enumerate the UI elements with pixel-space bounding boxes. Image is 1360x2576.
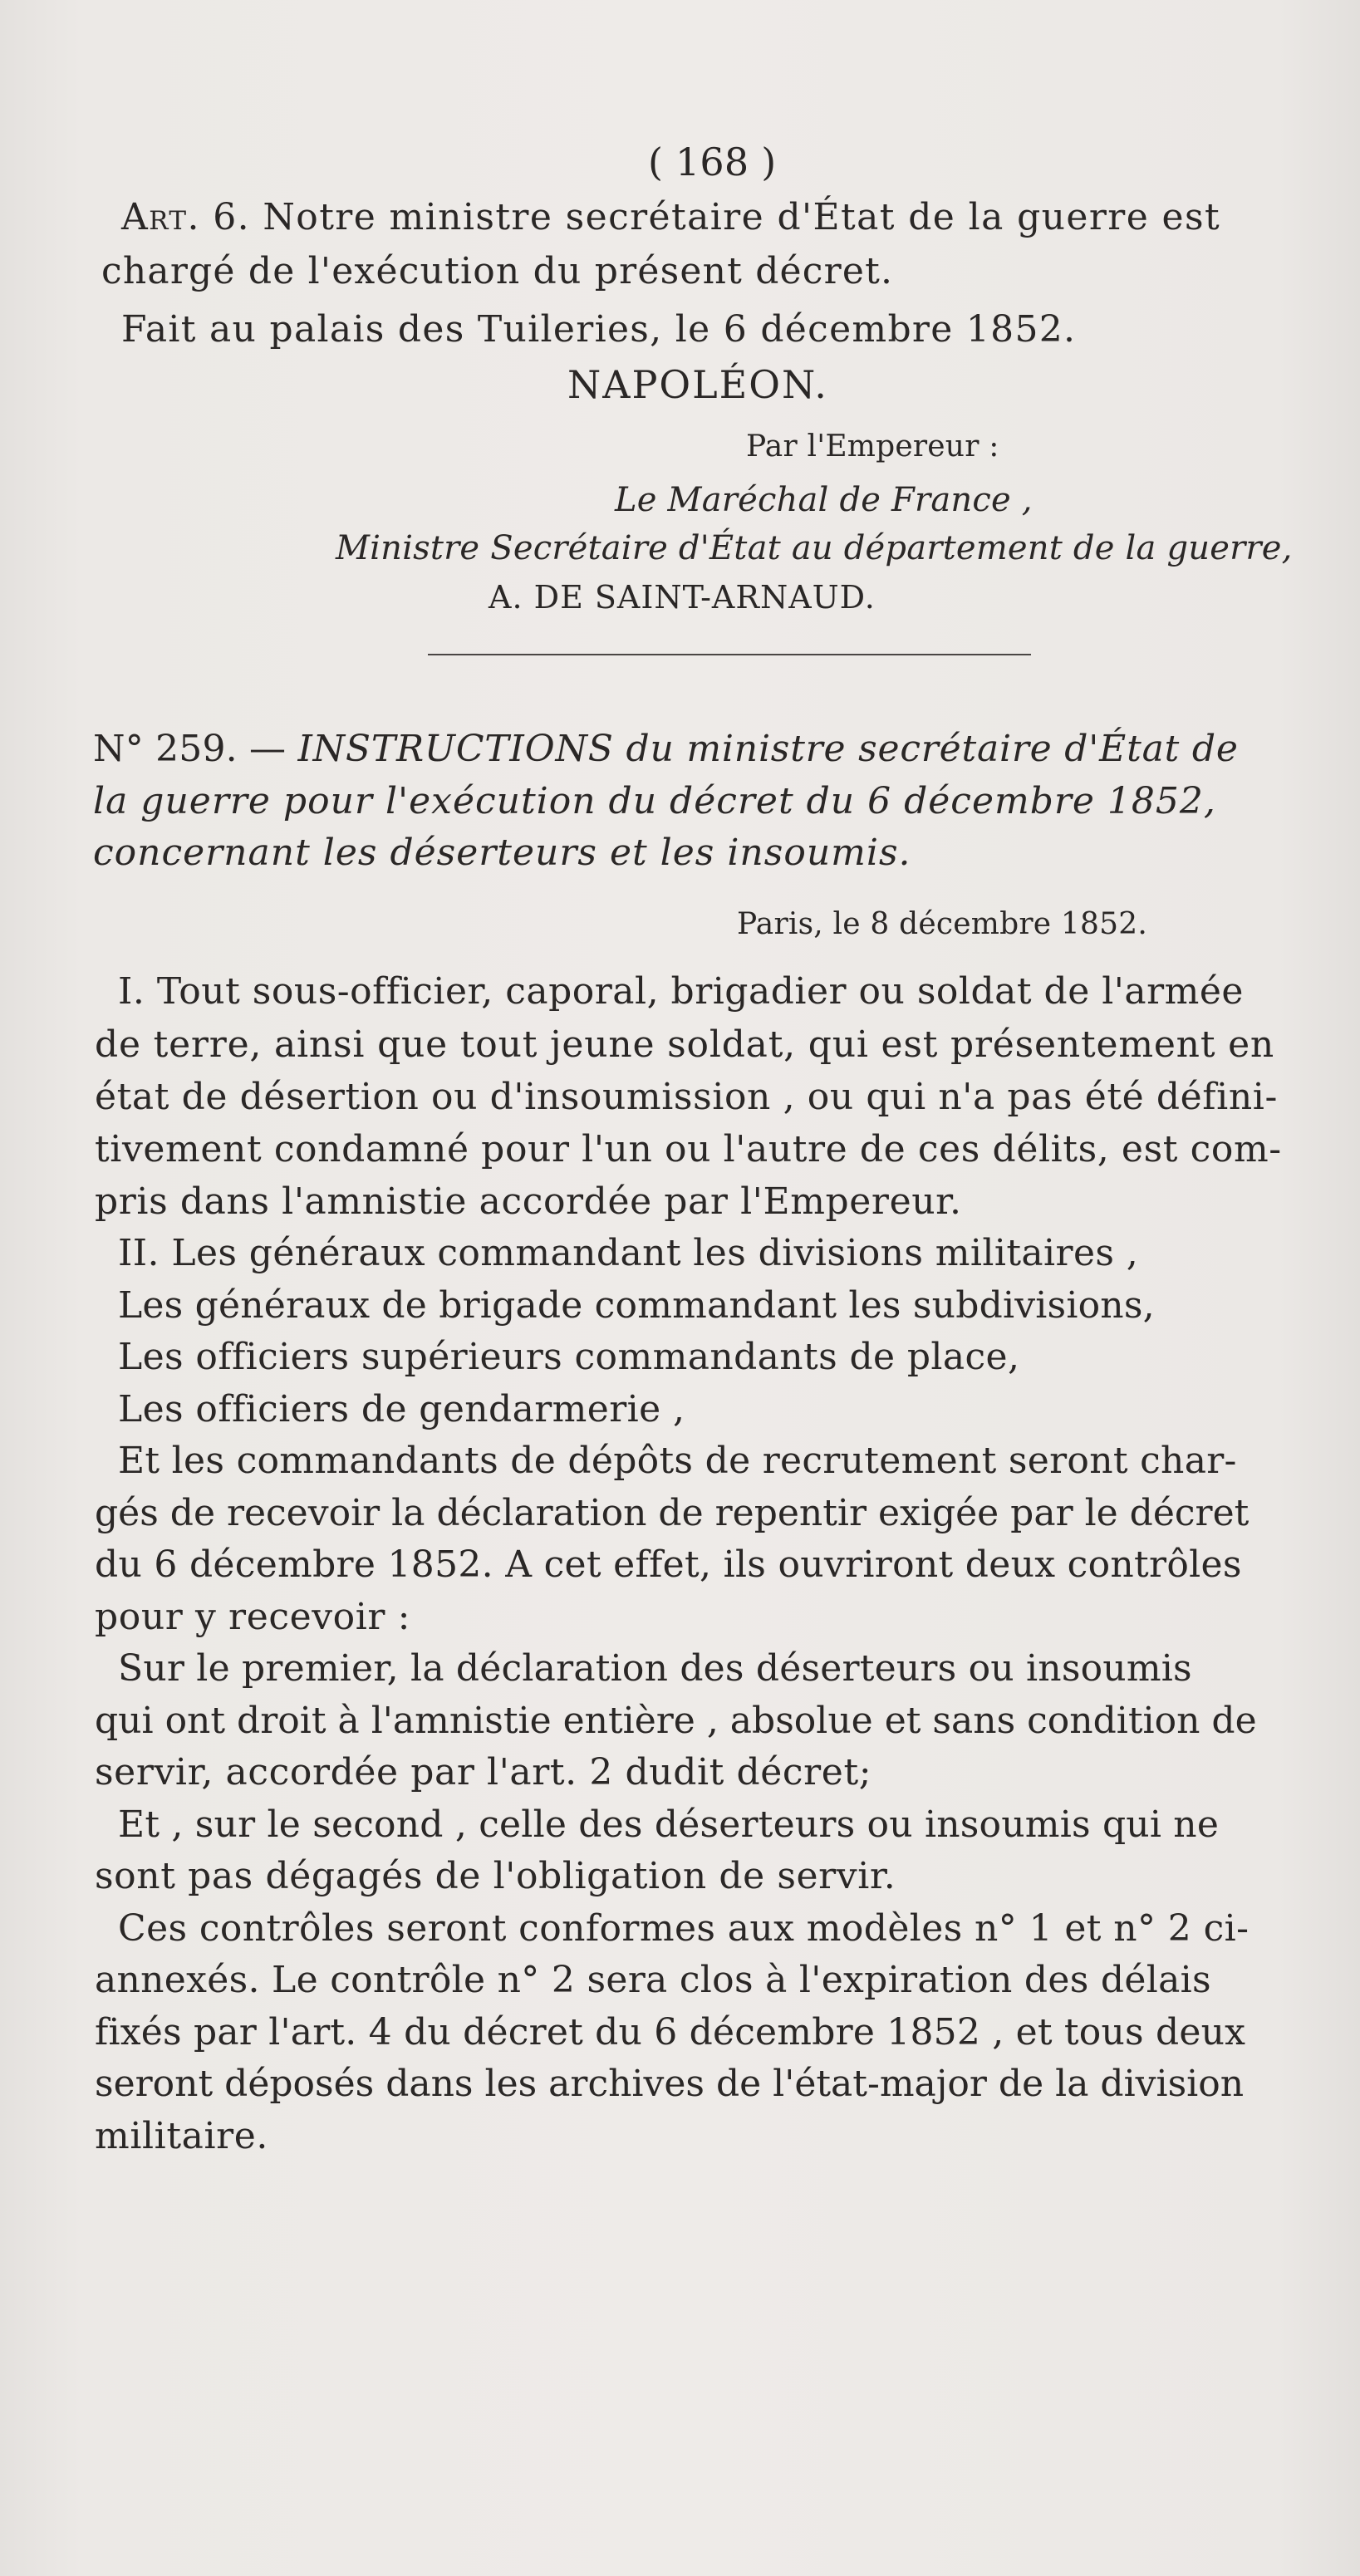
body-line-8: Les officiers supérieurs commandants de place, xyxy=(118,1336,1020,1378)
article-6-line-1 xyxy=(121,196,1221,238)
body-line-20: annexés. Le contrôle n° 2 sera clos à l'expiration des délais xyxy=(95,1959,1211,2001)
article-text: Notre ministre secrétaire d'État de la guerre est xyxy=(263,196,1221,238)
body-line-11: gés de recevoir la déclaration de repentir exigée par le décret xyxy=(95,1492,1250,1534)
par-empereur: Par l'Empereur : xyxy=(746,429,999,464)
body-line-23: militaire. xyxy=(95,2115,268,2157)
article-6-line-2: chargé de l'exécution du présent décret. xyxy=(101,250,894,292)
instruction-title-1: INSTRUCTIONS du ministre secrétaire d'État de xyxy=(297,728,1239,770)
body-line-21: fixés par l'art. 4 du décret du 6 décembre 1852 , et tous deux xyxy=(95,2011,1246,2053)
body-line-17: Et , sur le second , celle des déserteurs ou insoumis qui ne xyxy=(118,1803,1220,1846)
body-line-5: pris dans l'amnistie accordée par l'Empereur. xyxy=(95,1180,962,1223)
body-line-18: sont pas dégagés de l'obligation de servir. xyxy=(95,1855,896,1897)
instruction-heading-line-1 xyxy=(93,728,1239,770)
body-line-15: qui ont droit à l'amnistie entière , absolue et sans condition de xyxy=(95,1700,1257,1742)
instruction-date: Paris, le 8 décembre 1852. xyxy=(737,907,1147,941)
instruction-heading-line-2: la guerre pour l'exécution du décret du 6 décembre 1852, xyxy=(93,780,1216,822)
instruction-heading-line-3: concernant les déserteurs et les insoumis. xyxy=(93,832,911,874)
body-line-13: pour y recevoir : xyxy=(95,1596,411,1638)
countersignature: A. DE SAINT-ARNAUD. xyxy=(489,579,876,616)
instruction-number: N° 259. — xyxy=(93,728,287,770)
body-line-9: Les officiers de gendarmerie , xyxy=(118,1388,685,1430)
body-line-10: Et les commandants de dépôts de recrutement seront char- xyxy=(118,1440,1237,1482)
page-number: ( 168 ) xyxy=(648,140,777,184)
signing-place-date: Fait au palais des Tuileries, le 6 décembre 1852. xyxy=(121,308,1077,351)
body-line-7: Les généraux de brigade commandant les subdivisions, xyxy=(118,1284,1155,1327)
body-line-2: de terre, ainsi que tout jeune soldat, qui est présentement en xyxy=(95,1023,1275,1066)
body-line-14: Sur le premier, la déclaration des déserteurs ou insoumis xyxy=(118,1647,1192,1690)
signature-napoleon: NAPOLÉON. xyxy=(567,362,828,407)
body-line-22: seront déposés dans les archives de l'état-major de la division xyxy=(95,2063,1245,2105)
marshal-title: Le Maréchal de France , xyxy=(615,481,1033,519)
body-line-4: tivement condamné pour l'un ou l'autre de ces délits, est com- xyxy=(95,1128,1282,1170)
minister-title: Ministre Secrétaire d'État au département de la guerre, xyxy=(336,529,1293,567)
body-line-12: du 6 décembre 1852. A cet effet, ils ouvriront deux contrôles xyxy=(95,1543,1242,1586)
body-line-16: servir, accordée par l'art. 2 dudit décret; xyxy=(95,1751,872,1793)
body-line-6: II. Les généraux commandant les divisions militaires , xyxy=(118,1232,1139,1274)
body-line-3: état de désertion ou d'insoumission , ou qui n'a pas été défini- xyxy=(95,1076,1278,1118)
article-label: Art. 6. xyxy=(121,196,251,238)
section-divider xyxy=(428,654,1031,655)
body-line-19: Ces contrôles seront conformes aux modèles n° 1 et n° 2 ci- xyxy=(118,1907,1250,1950)
body-line-1: I. Tout sous-officier, caporal, brigadier ou soldat de l'armée xyxy=(118,970,1244,1013)
